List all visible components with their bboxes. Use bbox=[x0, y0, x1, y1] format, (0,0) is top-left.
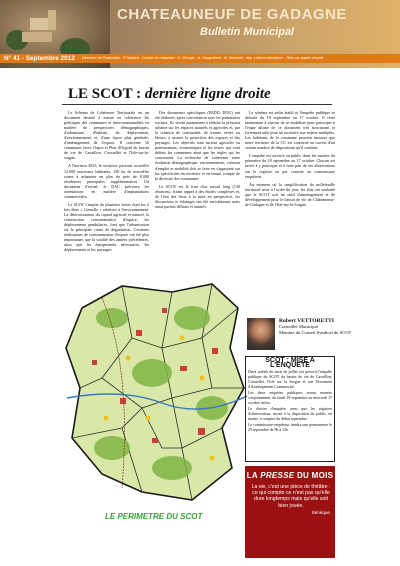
enquete-title: SCOT : MISE A L'ENQUETE bbox=[265, 357, 315, 369]
paragraph: L'enquête est ouverte au public dans les mairies du périmètre du 18 septembre au 17 octobre. Chacun est invité à y participer et à faire part de ses observations sur le registre ou par courrier au commissaire enquêteur. bbox=[245, 153, 335, 179]
map-illustration bbox=[62, 278, 250, 508]
headline-italic: dernière ligne droite bbox=[144, 86, 271, 102]
enquete-paragraph: Deux arrêtés du mois de juillet ont prescrit l'enquête publique du SCOT du bassin de vie de Cavaillon, Coustellet, l'Isle sur la Sorgue et son Document d'Aménagement Commercial. bbox=[248, 370, 332, 389]
presse-author: Sénèque bbox=[311, 509, 330, 515]
paragraph: A l'horizon 2025, le territoire pourrait accueillir 12.000 nouveaux habitants, 150 ha de nouvelles zones à urbaniser en plus de près de 8.000 résidences principales supplémentaires. Un document d'actuel, le DAC précisera les orientations en matière d'implantations commerciales. bbox=[64, 163, 149, 199]
paragraph: Des documents spécifiques (PADD, DOG) ont été élaborés, après concertation avec les partenaires sociaux. Ils visent notamment à réduire la pression urbaine sur les espaces naturels et agricoles et, par la création de continuités, de trames vertes ou bleues, à assurer la protection des espaces et des paysages. Les objectifs sont surtout agricoles ou patrimoniaux, économiques et les textes qui vont définir les communes ainsi que les règles qui les concernent. La recherche de cohérence entre évolution démographique, environnement, création d'emploi et mobilité doit se faire en s'appuyant sur les spécificités du territoire et en tenant compte de la diversité des communes. bbox=[155, 110, 240, 181]
article-column-3 bbox=[245, 110, 335, 210]
paragraph: Le schéma est enfin établi et l'enquête publique se déroule du 18 septembre au 17 octobre. Il reste maintenant à chacun de se mobiliser pour participer à l'étape ultime de ce document très structurant et fortement utile pour un territoire aux enjeux multiples. Les habitants de la commune peuvent mesurer que notre territoire de la CC est concerné au travers d'un certain nombre de dispositions qu'il contient. bbox=[245, 110, 335, 151]
article-column-1 bbox=[64, 110, 149, 255]
masthead bbox=[0, 0, 400, 68]
presse-title: LA PRESSE DU MOIS bbox=[246, 471, 334, 480]
issue-number: N° 41 - Septembre 2012 bbox=[4, 55, 75, 62]
enquete-paragraph: Le commissaire-enquêteur tiendra une permanence le 29 septembre de 9h à 12h. bbox=[248, 423, 332, 433]
presse-quote: La vie, c'est une pièce de théâtre : ce qui compte ce n'est pas qu'elle dure longtemps mais qu'elle soit bien jouée. bbox=[251, 484, 331, 509]
paragraph: Le Schéma de Cohérence Territoriale est un document destiné à mettre en cohérence les politiques des communes et intercommunalités en matière de perspectives démographiques, d'urbanisme, d'habitat, de déplacement, d'environnement et, d'une façon plus générale, d'aménagement de l'espace. Il concerne 16 communes (avec Orgon et Plan d'Orgon) du bassin de vie de Cavaillon, Coustellet et l'Isle-sur-la-sorgue. bbox=[64, 110, 149, 161]
article-column-2 bbox=[155, 110, 240, 212]
author-role-scot: Membre du Conseil Syndical du SCOT bbox=[279, 330, 352, 335]
headline bbox=[68, 86, 271, 103]
newsletter-title: CHATEAUNEUF DE GADAGNE bbox=[117, 6, 347, 23]
press-of-month-box bbox=[245, 466, 335, 558]
author-role: Conseiller Municipal bbox=[279, 324, 318, 329]
paragraph: Le SCOT s'inspire de plusieurs textes dont les 2 lois dites « Grenelle » relatives à l'environnement. La déstructuration du capital agricole et naturel, la construction consommatrice d'espace, les déplacements pendulaires, font que l'urbanisation est la principale cause de dégradation. Certaines réalisations de consommation d'espace ont été plus importantes que la totalité des années précédentes, alors que les équipements nécessaires, les déplacements et les paysages bbox=[64, 201, 149, 253]
paragraph: Au moment où la simplification du millefeuille territorial reste à l'ordre du jour, les élus ont souhaité que le SCOT soit un outil d'aménagement et de développement pour le bassin de vie de Châteauneuf-de-Gadagne et de l'Isle-sur-la-Sorgue. bbox=[245, 181, 335, 207]
scot-perimeter-map bbox=[62, 278, 250, 508]
author-name: Robert VETTORETTI bbox=[279, 318, 334, 324]
headline-rule bbox=[62, 104, 332, 105]
enquete-paragraph: Le dossier d'enquête, ainsi que les registres d'observations, seront à la disposition du public, en mairie, à compter du début septembre. bbox=[248, 407, 332, 421]
map-caption: LE PERIMETRE DU SCOT bbox=[105, 512, 203, 521]
author-photo bbox=[247, 318, 275, 350]
headline-main: LE SCOT : bbox=[68, 86, 145, 102]
credits-line: Directeur de Publication : P. Mallard - Comité de rédaction : G. Gervais - A. Casqueliere - B. Vettoretti - Imp. Lefbvre Montfavet - Tirés sur papier recyclé bbox=[82, 56, 324, 60]
paragraph: Le SCOT est le fruit d'un travail long (130 réunions), fixant rappel à des études complexes et, de l'état des lieux à la mise en perspective, les discussions et échanges ont été enrichissants mais aussi parfois délicats et animés. bbox=[155, 183, 240, 209]
newsletter-subtitle: Bulletin Municipal bbox=[200, 26, 295, 38]
enquete-paragraph: Les deux enquêtes publiques seront menées conjointement, du lundi 18 septembre au mercredi 17 octobre inclus. bbox=[248, 391, 332, 405]
enquete-box bbox=[245, 356, 335, 462]
author-info bbox=[279, 318, 351, 336]
